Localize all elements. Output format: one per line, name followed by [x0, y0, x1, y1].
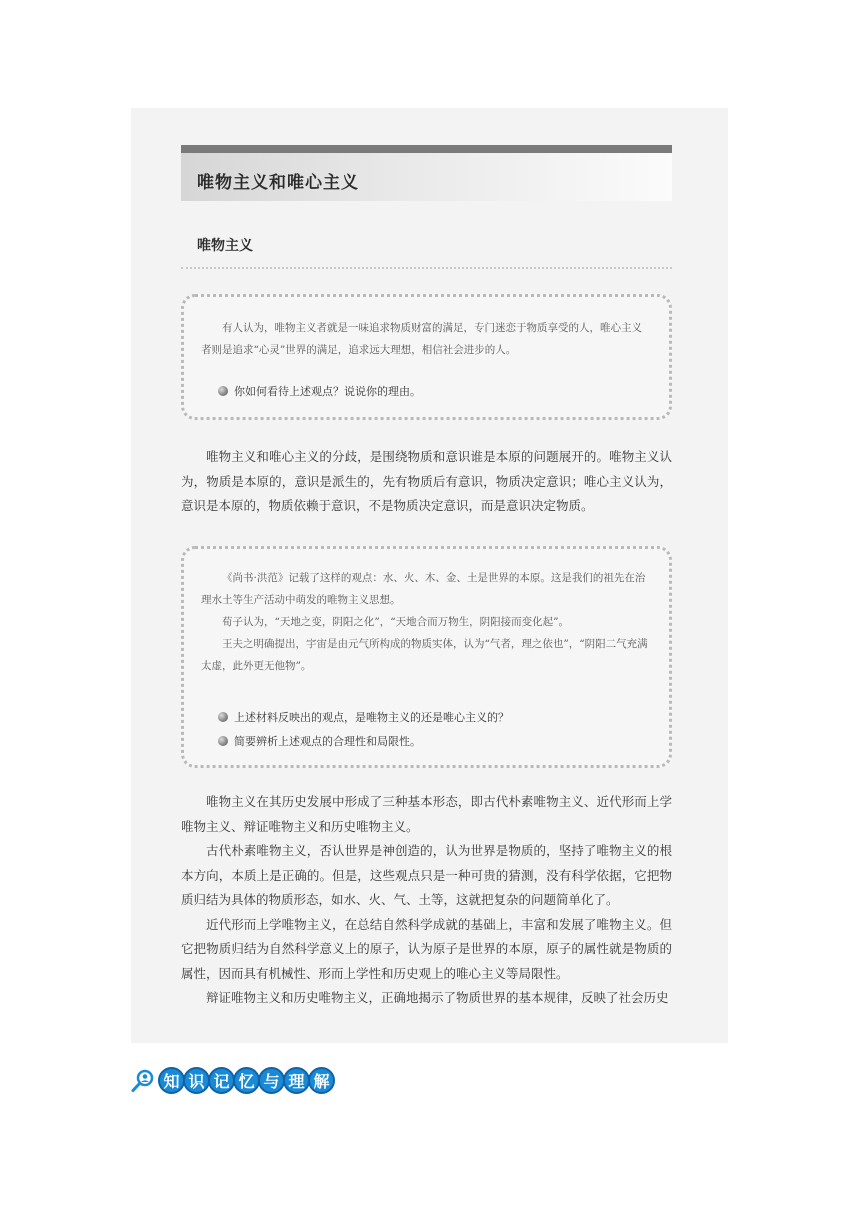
question-line [218, 733, 421, 749]
heading-char: 解 [308, 1067, 335, 1094]
paragraph [181, 445, 672, 519]
question-line [218, 383, 421, 399]
section-title: 唯物主义和唯心主义 [197, 173, 359, 193]
material-text [201, 567, 649, 677]
paragraph-text: 辩证唯物主义和历史唯物主义，正确地揭示了物质世界的基本规律，反映了社会历史 [206, 990, 669, 1005]
heading-char: 与 [258, 1067, 285, 1094]
body-paragraphs [181, 790, 672, 1011]
section-header [181, 145, 672, 201]
knowledge-heading [130, 1067, 333, 1094]
discussion-box-1 [181, 294, 672, 420]
paragraph-text: 古代朴素唯物主义，否认世界是神创造的，认为世界是物质的，坚持了唯物主义的根本方向，本质上是正确的。但是，这些观点只是一种可贵的猜测，没有科学依据，它把物质归结为具体的物质形态，如水、火、气、土等，这就把复杂的问题简单化了。 [181, 843, 672, 907]
subheading: 唯物主义 [197, 238, 253, 254]
material-p3: 王夫之明确提出，宇宙是由元气所构成的物质实体，认为“气者，理之依也”，“阴阳二气充满太虚，此外更无他物”。 [201, 638, 648, 672]
bullet-icon [218, 386, 228, 396]
heading-char: 记 [208, 1067, 235, 1094]
bullet-icon [218, 736, 228, 746]
heading-char: 理 [283, 1067, 310, 1094]
discussion-box-2 [181, 546, 672, 768]
paragraph-text: 唯物主义和唯心主义的分歧，是围绕物质和意识谁是本原的问题展开的。唯物主义认为，物质是本原的，意识是派生的，先有物质后有意识，物质决定意识；唯心主义认为，意识是本原的，物质依赖于意识，不是物质决定意识，而是意识决定物质。 [181, 449, 672, 513]
heading-char: 知 [158, 1067, 185, 1094]
question-text: 你如何看待上述观点？说说你的理由。 [234, 385, 421, 398]
heading-char: 识 [183, 1067, 210, 1094]
paragraph-text: 近代形而上学唯物主义，在总结自然科学成就的基础上，丰富和发展了唯物主义。但它把物质归结为自然科学意义上的原子，认为原子是世界的本原，原子的属性就是物质的属性，因而具有机械性、形而上学性和历史观上的唯心主义等局限性。 [181, 916, 672, 981]
magnifier-person-icon [130, 1068, 156, 1094]
question-text: 上述材料反映出的观点，是唯物主义的还是唯心主义的？ [234, 711, 509, 724]
paragraph-text: 唯物主义在其历史发展中形成了三种基本形态，即古代朴素唯物主义、近代形而上学唯物主义、辩证唯物主义和历史唯物主义。 [181, 794, 672, 834]
heading-chars [158, 1067, 333, 1094]
heading-char: 忆 [233, 1067, 260, 1094]
bullet-icon [218, 712, 228, 722]
question-line [218, 709, 509, 725]
material-p2: 荀子认为，“天地之变，阴阳之化”，“天地合而万物生，阴阳接而变化起”。 [222, 616, 569, 628]
question-text: 简要辨析上述观点的合理性和局限性。 [234, 735, 421, 748]
discussion-text: 有人认为，唯物主义者就是一味追求物质财富的满足，专门迷恋于物质享受的人，唯心主义者则是追求“心灵”世界的满足，追求远大理想，相信社会进步的人。 [201, 322, 642, 356]
dotted-divider [181, 267, 672, 269]
material-p1: 《尚书·洪范》记载了这样的观点：水、火、木、金、土是世界的本原。这是我们的祖先在治理水土等生产活动中萌发的唯物主义思想。 [201, 572, 646, 606]
